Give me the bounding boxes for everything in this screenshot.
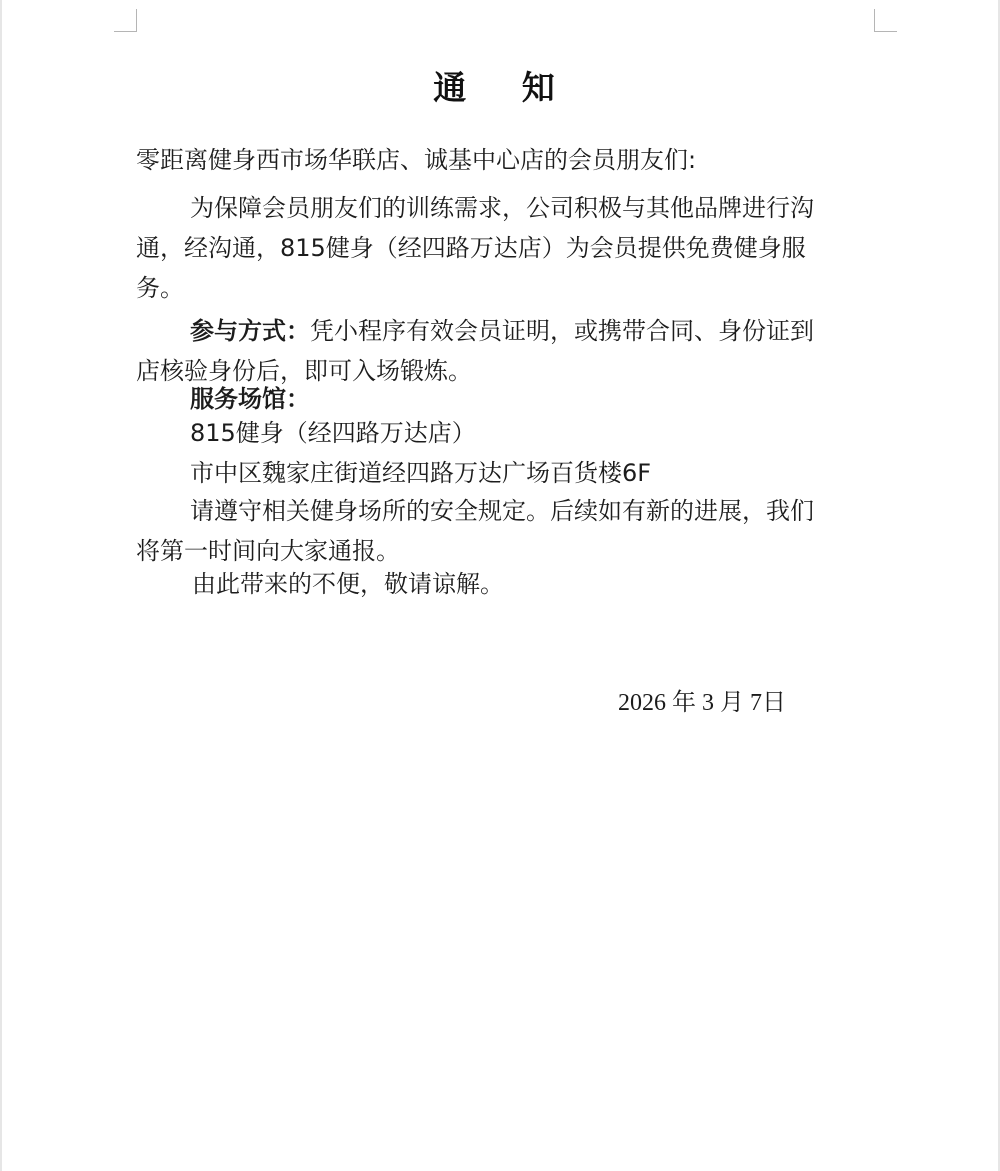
venue-name: 815健身（经四路万达店）: [190, 419, 476, 447]
paragraph-1-line-3: 务。: [136, 274, 184, 302]
paragraph-1-line-2: 通，经沟通，815健身（经四路万达店）为会员提供免费健身服: [136, 234, 806, 262]
corner-crop-mark-top-left: [114, 9, 137, 32]
paragraph-1-line-1: 为保障会员朋友们的训练需求，公司积极与其他品牌进行沟: [190, 194, 814, 222]
page-edge-left: [0, 0, 2, 1171]
venue-address: 市中区魏家庄街道经四路万达广场百货楼6F: [190, 459, 652, 487]
participation-text-1: 凭小程序有效会员证明，或携带合同、身份证到: [310, 317, 814, 345]
participation-line-2: 店核验身份后，即可入场锻炼。: [136, 357, 472, 385]
participation-label: 参与方式：: [190, 317, 310, 345]
notice-title: 通 知: [433, 68, 577, 107]
corner-crop-mark-top-right: [874, 9, 897, 32]
salutation: 零距离健身西市场华联店、诚基中心店的会员朋友们:: [136, 146, 697, 174]
notice-date: 2026 年 3 月 7日: [618, 690, 786, 716]
safety-line-2: 将第一时间向大家通报。: [136, 537, 400, 565]
apology-line: 由此带来的不便，敬请谅解。: [192, 570, 504, 598]
participation-line-1: [190, 311, 814, 351]
venue-label: 服务场馆：: [190, 385, 310, 413]
safety-line-1: 请遵守相关健身场所的安全规定。后续如有新的进展，我们: [190, 497, 814, 525]
